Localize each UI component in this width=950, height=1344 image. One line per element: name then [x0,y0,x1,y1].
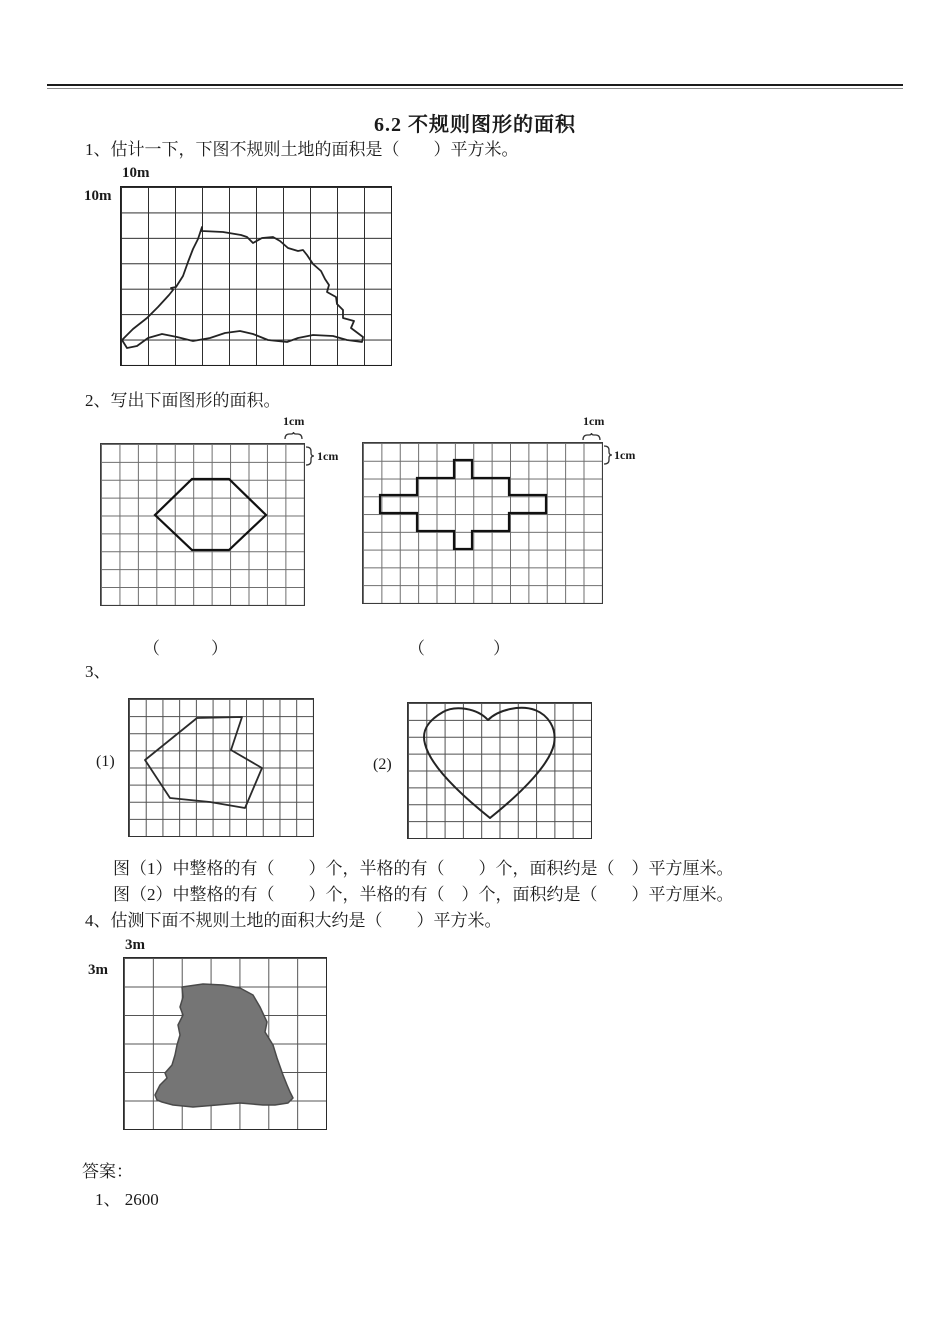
q2-fig1-answer-blank: （ ） [143,639,228,658]
q2-fig2-unit-right-label: 1cm [614,448,636,462]
question-4-text: 4、估测下面不规则土地的面积大约是（ ）平方米。 [85,911,502,930]
q1-unit-left-label: 10m [84,188,112,204]
q4-figure [88,937,348,1137]
overbrace-icon [284,431,303,440]
irregular-land-shape [120,186,390,364]
q2-fig2-answer-blank: （ ） [408,639,510,658]
right-brace-icon [305,446,315,466]
q3-fig1-label: (1) [96,753,115,770]
irregular-polygon-shape [128,698,312,835]
page-title: 6.2 不规则图形的面积 [374,114,576,136]
header-rule [47,84,903,89]
question-3-number: 3、 [85,662,111,681]
q1-unit-top-label: 10m [122,165,150,181]
q2-fig1-unit-right-label: 1cm [317,449,339,463]
q1-figure [84,165,414,370]
q3-line2: 图（2）中整格的有（ ）个，半格的有（ ）个，面积约是（ ）平方厘米。 [113,885,734,904]
question-1-text: 1、估计一下，下图不规则土地的面积是（ ）平方米。 [85,140,519,159]
q3-figure-2 [373,702,593,842]
q3-figure-1 [96,698,316,838]
gray-land-shape [123,957,325,1128]
heart-shape [407,702,590,837]
q3-line1: 图（1）中整格的有（ ）个，半格的有（ ）个，面积约是（ ）平方厘米。 [113,859,734,878]
overbrace-icon [582,432,601,441]
q2-fig1-unit-top-label: 1cm [283,414,305,428]
q2-figure-2 [362,413,652,608]
q4-unit-left-label: 3m [88,962,108,978]
right-brace-icon [603,445,613,465]
answer-item-1: 1、 2600 [95,1190,159,1209]
q3-fig2-label: (2) [373,756,392,773]
q2-fig2-unit-top-label: 1cm [583,414,605,428]
stepped-cross-shape [362,442,601,602]
answers-heading: 答案： [82,1162,133,1181]
q2-figure-1 [100,413,355,608]
question-2-text: 2、写出下面图形的面积。 [85,391,281,410]
hexagon-shape [100,443,303,604]
q4-unit-top-label: 3m [125,937,145,953]
